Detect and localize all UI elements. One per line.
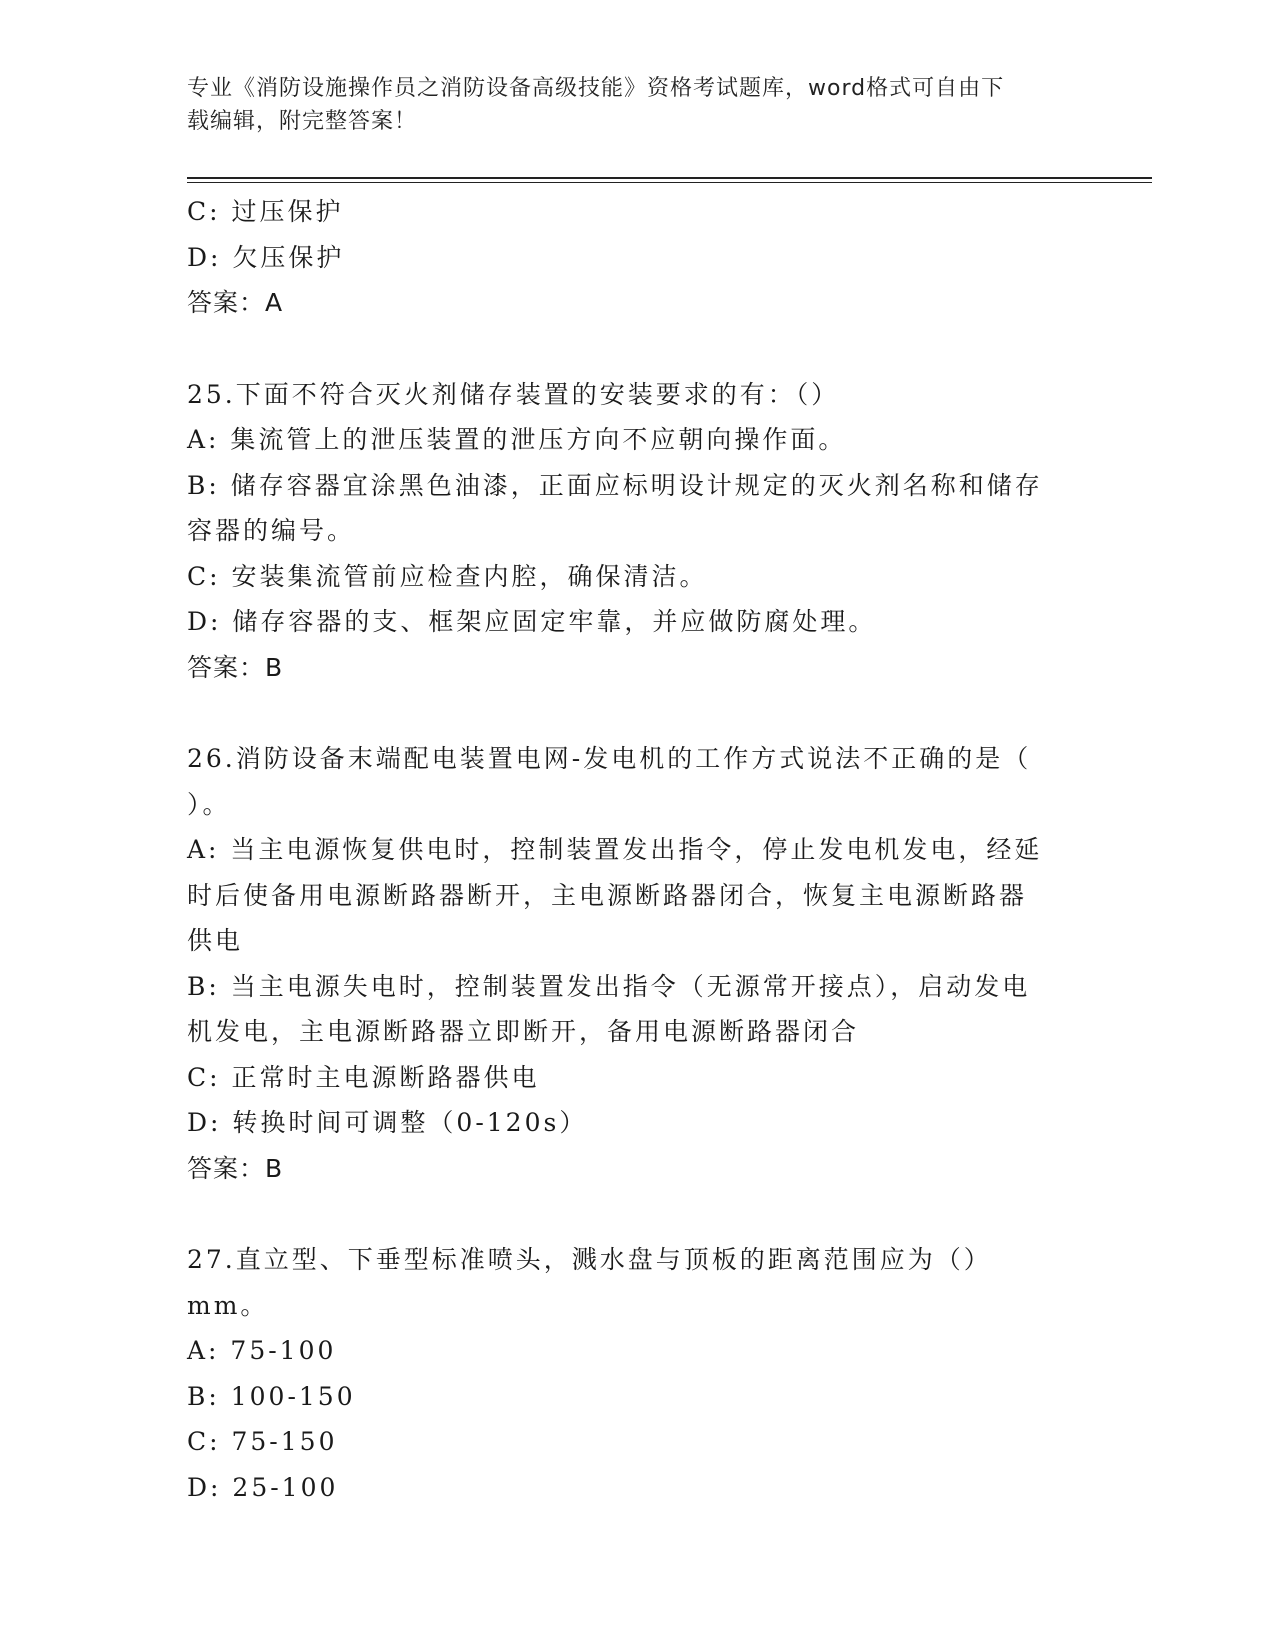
question-26 <box>187 736 1067 1191</box>
option-c: C: 正常时主电源断路器供电 <box>187 1062 540 1092</box>
question-25 <box>187 372 1067 691</box>
option-c: C: 75-150 <box>187 1427 338 1456</box>
option-c: C: 过压保护 <box>187 197 344 226</box>
option-d: D: 转换时间可调整（0-120s） <box>187 1108 588 1137</box>
option-b: B: 当主电源失电时，控制装置发出指令（无源常开接点），启动发电 <box>187 971 1031 1001</box>
question-spacer <box>187 326 1067 372</box>
option-d: D: 储存容器的支、框架应固定牢靠，并应做防腐处理。 <box>187 607 877 636</box>
option-b-continued: 容器的编号。 <box>187 516 356 545</box>
header-divider-thin <box>187 182 1152 183</box>
option-d: D: 25-100 <box>187 1472 339 1502</box>
question-stem-continued: ）。 <box>187 789 231 819</box>
header-line-1: 专业《消防设施操作员之消防设备高级技能》资格考试题库，word格式可自由下 <box>187 76 1005 101</box>
document-header <box>187 72 1067 138</box>
question-stem: 25.下面不符合灭火剂储存装置的安装要求的有：（） <box>187 379 840 409</box>
answer-line: 答案：B <box>187 1153 284 1183</box>
option-b: B: 100-150 <box>187 1381 356 1411</box>
option-a: A: 75-100 <box>187 1336 337 1365</box>
question-stem: 26.消防设备末端配电装置电网-发电机的工作方式说法不正确的是（ <box>187 744 1032 773</box>
option-a-continued: 供电 <box>187 926 244 955</box>
option-a: A: 集流管上的泄压装置的泄压方向不应朝向操作面。 <box>187 425 847 454</box>
question-spacer <box>187 1191 1067 1237</box>
option-d: D: 欠压保护 <box>187 242 345 272</box>
option-a-continued: 时后使备用电源断路器断开，主电源断路器闭合，恢复主电源断路器 <box>187 880 1028 910</box>
question-stem: 27.直立型、下垂型标准喷头，溅水盘与顶板的距离范围应为（）mm。 <box>187 1245 992 1320</box>
option-c: C: 安装集流管前应检查内腔，确保清洁。 <box>187 561 708 591</box>
question-list <box>187 189 1067 1510</box>
question-spacer <box>187 690 1067 736</box>
header-line-2: 载编辑，附完整答案！ <box>187 109 418 134</box>
answer-line: 答案：B <box>187 652 284 682</box>
question-27 <box>187 1237 1067 1510</box>
header-divider-thick <box>187 177 1152 179</box>
partial-question <box>187 189 1067 326</box>
answer-line: 答案：A <box>187 288 284 317</box>
option-a: A: 当主电源恢复供电时，控制装置发出指令，停止发电机发电，经延 <box>187 835 1043 864</box>
option-b: B: 储存容器宜涂黑色油漆，正面应标明设计规定的灭火剂名称和储存 <box>187 470 1043 500</box>
option-b-continued: 机发电，主电源断路器立即断开，备用电源断路器闭合 <box>187 1017 860 1046</box>
